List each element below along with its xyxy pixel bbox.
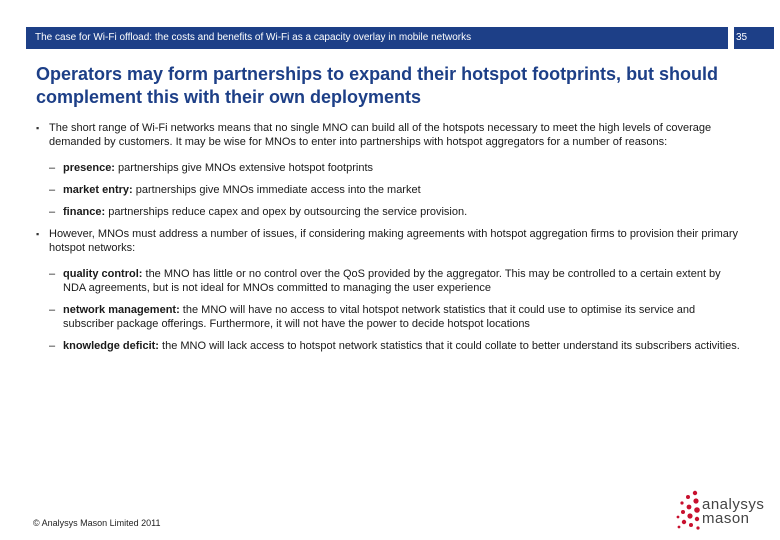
sub-bullet-text: the MNO has little or no control over the QoS provided by the aggregator. This may be controlled to a certain extent by NDA agreements, but is not ideal for MNOs committed to managing the user experience (63, 268, 721, 294)
sub-bullet-term: market entry: (63, 184, 133, 196)
sub-bullet-item (36, 161, 742, 175)
sub-bullet-text: partnerships give MNOs extensive hotspot footprints (114, 162, 373, 174)
bullet-item (36, 121, 742, 149)
bullet-text: The short range of Wi-Fi networks means that no single MNO can build all of the hotspots necessary to meet the high levels of coverage demanded by customers. It may be wise for MNOs to enter into partnerships with hotspot aggregators for a number of reasons: (49, 122, 712, 148)
sub-bullet-item (36, 339, 742, 353)
sub-bullet-term: presence: (63, 162, 115, 174)
dash-icon: – (49, 268, 56, 280)
page-title: Operators may form partnerships to expand their hotspot footprints, but should complement this with their own deployments (36, 64, 719, 107)
bullet-item (36, 227, 742, 255)
dash-icon: – (49, 304, 56, 316)
sub-bullet-term: finance: (63, 206, 106, 218)
dash-icon: – (49, 162, 56, 174)
sub-bullet-item (36, 183, 742, 197)
bullet-square-icon: ▪ (36, 123, 40, 133)
bullet-square-icon: ▪ (36, 229, 40, 239)
sub-bullet-text: the MNO will lack access to hotspot network statistics that it could collate to better understand its subscribers activities. (158, 340, 740, 352)
header-bar (26, 27, 728, 49)
logo-dots-icon (674, 488, 704, 532)
sub-bullet-text: partnerships reduce capex and opex by outsourcing the service provision. (105, 206, 468, 218)
dash-icon: – (49, 340, 56, 352)
analysys-mason-logo (674, 488, 770, 532)
dash-icon: – (49, 206, 56, 218)
sub-bullet-item (36, 303, 742, 331)
logo-text: analysys mason (702, 496, 765, 527)
sub-bullet-term: knowledge deficit: (63, 340, 159, 352)
bullet-text: However, MNOs must address a number of issues, if considering making agreements with hotspot aggregation firms to provision their primary hotspot networks: (49, 228, 739, 254)
sub-bullet-term: network management: (63, 304, 180, 316)
body-content (36, 121, 742, 361)
sub-bullet-text: the MNO will have no access to vital hotspot network statistics that it could use to optimise its service and subscriber package offerings. Furthermore, it will not have the power to decide hotspot locations (63, 304, 696, 330)
copyright: © Analysys Mason Limited 2011 (33, 518, 161, 528)
sub-bullet-text: partnerships give MNOs immediate access into the market (132, 184, 421, 196)
sub-bullet-item (36, 205, 742, 219)
breadcrumb: The case for Wi-Fi offload: the costs and benefits of Wi-Fi as a capacity overlay in mobile networks (35, 32, 472, 43)
sub-bullet-term: quality control: (63, 268, 143, 280)
dash-icon: – (49, 184, 56, 196)
sub-bullet-item (36, 267, 742, 295)
page-number: 35 (734, 27, 774, 49)
